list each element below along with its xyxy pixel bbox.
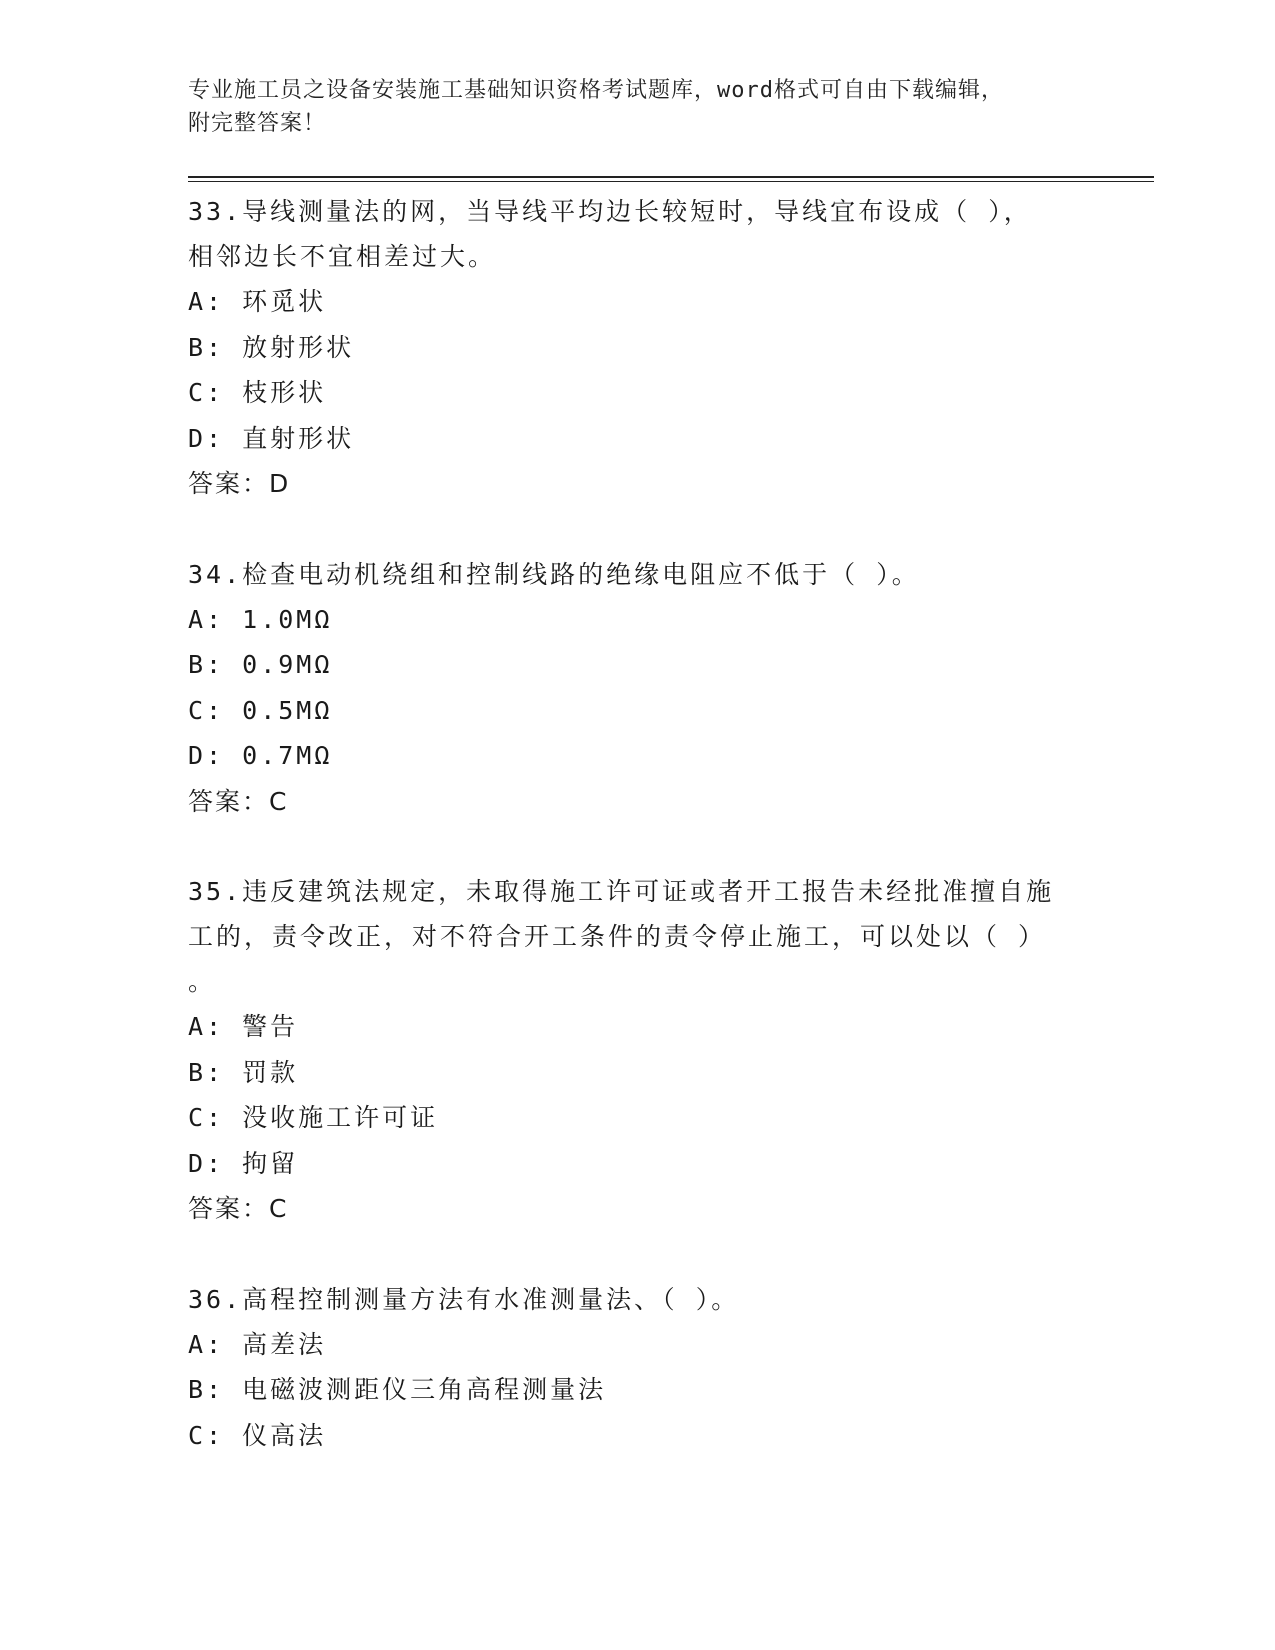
question-spacer	[188, 1232, 1088, 1277]
option-b: B: 0.9MΩ	[188, 650, 333, 679]
question-spacer	[188, 507, 1088, 552]
question-stem-line: 工的，责令改正，对不符合开工条件的责令停止施工，可以处以（ ）	[188, 922, 1047, 951]
answer: 答案：D	[188, 469, 291, 498]
option-c: C: 枝形状	[188, 378, 327, 407]
option-c: C: 0.5MΩ	[188, 695, 333, 725]
option-c: C: 仪高法	[188, 1420, 327, 1450]
question-33	[188, 189, 1088, 507]
option-d: D: 拘留	[188, 1148, 299, 1178]
option-b: B: 放射形状	[188, 332, 355, 362]
question-stem-line: 34.检查电动机绕组和控制线路的绝缘电阻应不低于（ ）。	[188, 559, 920, 589]
option-a: A: 1.0MΩ	[188, 604, 333, 634]
option-a: A: 环觅状	[188, 287, 327, 316]
option-a: A: 警告	[188, 1012, 299, 1041]
question-36	[188, 1277, 1088, 1459]
question-34	[188, 552, 1088, 825]
answer: 答案：C	[188, 1194, 289, 1223]
question-list	[188, 189, 1088, 1458]
question-spacer	[188, 824, 1088, 869]
question-stem-line: 相邻边长不宜相差过大。	[188, 242, 497, 271]
option-c: C: 没收施工许可证	[188, 1103, 439, 1132]
question-stem-line: 33.导线测量法的网，当导线平均边长较短时，导线宜布设成（ ），	[188, 197, 1032, 226]
document-header	[188, 74, 1088, 140]
question-stem-line: 。	[188, 967, 217, 996]
header-divider-thin	[188, 181, 1154, 182]
question-stem-line: 35.违反建筑法规定，未取得施工许可证或者开工报告未经批准擅自施	[188, 877, 1055, 906]
header-line-2: 附完整答案！	[188, 111, 327, 136]
question-35	[188, 869, 1088, 1232]
option-d: D: 0.7MΩ	[188, 741, 333, 770]
question-stem-line: 36.高程控制测量方法有水准测量法、（ ）。	[188, 1284, 740, 1314]
option-d: D: 直射形状	[188, 423, 355, 453]
header-divider-thick	[188, 176, 1154, 178]
header-line-1: 专业施工员之设备安装施工基础知识资格考试题库，word格式可自由下载编辑，	[188, 78, 1004, 103]
option-a: A: 高差法	[188, 1329, 327, 1359]
answer: 答案：C	[188, 786, 289, 816]
option-b: B: 电磁波测距仪三角高程测量法	[188, 1375, 607, 1404]
option-b: B: 罚款	[188, 1057, 299, 1087]
